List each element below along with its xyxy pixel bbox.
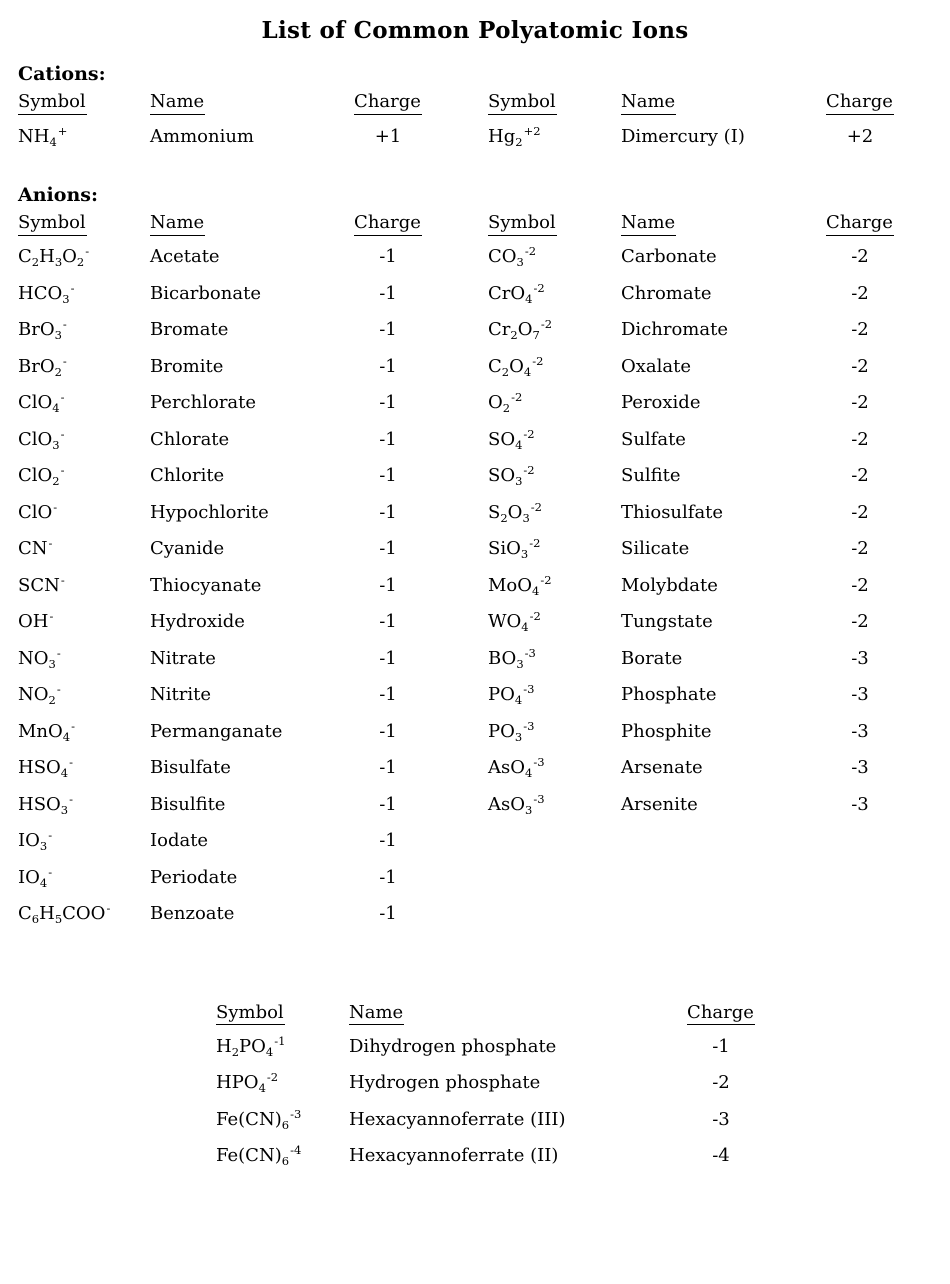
ion-charge: -2: [851, 465, 869, 486]
ion-symbol: $NO_2^-$: [18, 682, 61, 707]
ion-charge: -3: [851, 793, 869, 815]
ion-name: Hydrogen phosphate: [349, 1072, 541, 1093]
table-row: [18, 896, 932, 933]
ion-symbol: $PO_3^{-3}$: [488, 718, 535, 744]
column-header-symbol: Symbol: [18, 207, 150, 239]
ion-symbol: $Fe(CN)_6^{-4}$: [216, 1143, 302, 1168]
column-header-name: Name: [150, 207, 348, 239]
ion-symbol: $Hg_2^{+2}$: [488, 124, 541, 149]
ion-charge: -1: [379, 611, 397, 632]
ion-name: Bisulfate: [150, 757, 231, 778]
ion-name: Periodate: [150, 866, 238, 888]
ion-charge: -1: [379, 538, 397, 559]
ion-symbol: $SO_3^{-2}$: [488, 463, 535, 488]
table-row: [18, 239, 932, 276]
table-row: [216, 1065, 932, 1102]
ion-name: Hexacyannoferrate (II): [349, 1145, 559, 1166]
ion-charge: -1: [379, 319, 397, 340]
ion-charge: -2: [851, 538, 869, 559]
ion-symbol: $Cr_2O_7^{-2}$: [488, 317, 553, 342]
ion-name: Permanganate: [150, 720, 283, 742]
column-header-symbol: Symbol: [18, 86, 150, 118]
ion-symbol: $HCO_3^-$: [18, 280, 75, 306]
ion-charge: -2: [851, 501, 869, 523]
ion-charge: [822, 823, 898, 860]
ion-charge: -1: [379, 282, 397, 304]
table-row: [18, 385, 932, 422]
ion-name: Arsenate: [621, 757, 703, 778]
ion-symbol: $C_6H_5COO^-$: [18, 901, 111, 926]
ion-symbol: $NO_3^-$: [18, 645, 61, 671]
table-row: [216, 1029, 932, 1066]
ion-name: Arsenite: [621, 793, 698, 815]
table-row: [18, 422, 932, 459]
ion-name: Iodate: [150, 830, 209, 851]
ion-symbol: $C_2H_3O_2^-$: [18, 244, 90, 269]
ion-charge: -1: [379, 830, 397, 851]
table-row: [18, 787, 932, 824]
ion-name: Perchlorate: [150, 392, 257, 413]
ion-charge: -1: [379, 903, 397, 924]
ion-name: [621, 823, 822, 860]
ion-name: Chlorite: [150, 465, 225, 486]
column-header-charge: Charge: [683, 997, 759, 1029]
ion-charge: -1: [379, 574, 397, 596]
ion-name: Peroxide: [621, 392, 701, 413]
ion-charge: -2: [851, 246, 869, 267]
ion-charge: -2: [712, 1072, 730, 1093]
table-row: [18, 714, 932, 751]
section-label-anions: Anions:: [18, 184, 98, 206]
ion-charge: -3: [712, 1108, 730, 1130]
cations-header-row: [18, 86, 932, 118]
table-row: [18, 458, 932, 495]
special-header-row: [216, 997, 932, 1029]
table-row: [18, 118, 932, 155]
ion-symbol: $O_2^{-2}$: [488, 390, 523, 415]
ion-charge: -3: [851, 720, 869, 742]
section-label-cations: Cations:: [18, 63, 106, 85]
column-header-symbol: Symbol: [428, 207, 621, 239]
ion-symbol: [428, 823, 621, 860]
table-row: [216, 1138, 932, 1175]
ion-name: Ammonium: [150, 126, 254, 147]
ion-symbol: $SO_4^{-2}$: [488, 426, 535, 452]
ion-name: Molybdate: [621, 574, 718, 596]
ion-charge: -1: [712, 1035, 730, 1057]
ion-symbol: $CO_3^{-2}$: [488, 244, 537, 269]
ion-charge: [822, 896, 898, 933]
ion-symbol: $Fe(CN)_6^{-3}$: [216, 1106, 302, 1132]
ion-charge: -1: [379, 793, 397, 815]
ion-name: Hexacyannoferrate (III): [349, 1108, 566, 1130]
ion-charge: +1: [374, 126, 402, 147]
ion-symbol: ClO$_2$-: [18, 463, 65, 488]
table-row: [18, 750, 932, 787]
ion-symbol: $BO_3^{-3}$: [488, 645, 536, 671]
table-row: [18, 860, 932, 897]
ion-symbol: SiO$_3^{-2}$: [488, 536, 541, 561]
ion-symbol: $PO_4^{-3}$: [488, 682, 535, 707]
ion-symbol: MoO$_4^{-2}$: [488, 572, 552, 598]
ion-charge: -3: [851, 647, 869, 669]
ion-name: Dihydrogen phosphate: [349, 1035, 557, 1057]
ion-name: Thiosulfate: [621, 501, 724, 523]
ion-name: [621, 860, 822, 897]
table-row: [18, 604, 932, 641]
ion-charge: -1: [379, 866, 397, 888]
table-row: [18, 312, 932, 349]
table-row: [18, 349, 932, 386]
ion-charge: -2: [851, 611, 869, 632]
table-row: [18, 641, 932, 678]
ion-charge: -1: [379, 757, 397, 778]
ion-name: [621, 896, 822, 933]
ion-charge: -1: [379, 501, 397, 523]
ion-name: Acetate: [150, 246, 220, 267]
table-row: [18, 495, 932, 532]
ion-symbol: $WO_4^{-2}$: [488, 609, 541, 634]
ion-charge: -2: [851, 428, 869, 450]
special-ions-section: [18, 997, 932, 1175]
ion-charge: -2: [851, 574, 869, 596]
ion-symbol: BrO$_2$-: [18, 353, 67, 379]
ion-symbol: $C_2O_4^{-2}$: [488, 353, 544, 379]
ion-name: Bromite: [150, 355, 224, 377]
ion-charge: -1: [379, 684, 397, 705]
ion-symbol: $HSO_3^-$: [18, 791, 74, 817]
ion-symbol: MnO$_4$-: [18, 718, 75, 744]
ion-symbol: $HPO_4^{-2}$: [216, 1070, 279, 1095]
column-header-charge: Charge: [822, 207, 898, 239]
ion-charge: -1: [379, 246, 397, 267]
page-title: List of Common Polyatomic Ions: [261, 17, 689, 44]
ion-charge: +2: [846, 126, 874, 147]
column-header-symbol: Symbol: [216, 997, 349, 1029]
ion-symbol: BrO$_3$-: [18, 317, 67, 342]
ion-symbol: $IO_4^-$: [18, 864, 53, 890]
column-header-name: Name: [621, 207, 822, 239]
table-row: [18, 568, 932, 605]
column-header-charge: Charge: [348, 207, 428, 239]
ion-charge: -1: [379, 428, 397, 450]
ion-name: Carbonate: [621, 246, 717, 267]
ion-symbol: ClO-: [18, 499, 58, 523]
column-header-charge: Charge: [348, 86, 428, 118]
ion-name: Bromate: [150, 319, 229, 340]
column-header-name: Name: [150, 86, 348, 118]
column-header-charge: Charge: [822, 86, 898, 118]
ion-symbol: $NH_4^+$: [18, 124, 68, 149]
anions-header-row: [18, 207, 932, 239]
ion-name: Dimercury (I): [621, 126, 745, 147]
ion-charge: -4: [712, 1145, 730, 1166]
ion-symbol: ClO$_3$-: [18, 426, 65, 452]
ion-symbol: CrO$_4^{-2}$: [488, 280, 545, 306]
ion-symbol: $IO_3^-$: [18, 828, 53, 853]
ion-charge: -1: [379, 355, 397, 377]
ion-symbol: SCN-: [18, 572, 65, 596]
ion-symbol: OH-: [18, 609, 54, 632]
ion-symbol: ClO$_4$-: [18, 390, 65, 415]
cations-section: [18, 62, 932, 155]
column-header-name: Name: [349, 997, 683, 1029]
ion-charge: -2: [851, 282, 869, 304]
ion-name: Phosphate: [621, 684, 717, 705]
ion-charge: -2: [851, 392, 869, 413]
ion-name: Bisulfite: [150, 793, 226, 815]
table-row: [18, 276, 932, 313]
ion-name: Hypochlorite: [150, 501, 269, 523]
ion-symbol: AsO$_3^{-3}$: [488, 791, 545, 817]
ion-charge: -1: [379, 647, 397, 669]
ion-symbol: $S_2O_3^{-2}$: [488, 499, 542, 525]
ion-name: Phosphite: [621, 720, 712, 742]
ion-name: Bicarbonate: [150, 282, 261, 304]
table-row: [18, 677, 932, 714]
ion-name: Hydroxide: [150, 611, 245, 632]
ion-name: Nitrate: [150, 647, 216, 669]
ion-name: Chlorate: [150, 428, 230, 450]
ion-charge: -3: [851, 757, 869, 778]
ion-charge: -2: [851, 355, 869, 377]
ion-name: Benzoate: [150, 903, 235, 924]
ion-name: Nitrite: [150, 684, 211, 705]
ion-name: Cyanide: [150, 538, 225, 559]
table-row: [18, 531, 932, 568]
column-header-name: Name: [621, 86, 822, 118]
ion-name: Tungstate: [621, 611, 713, 632]
ion-name: Thiocyanate: [150, 574, 262, 596]
table-row: [216, 1102, 932, 1139]
ion-charge: -1: [379, 720, 397, 742]
ion-name: Sulfate: [621, 428, 686, 450]
ion-name: Borate: [621, 647, 683, 669]
ion-charge: -1: [379, 465, 397, 486]
anions-section: [18, 183, 932, 933]
ion-name: Dichromate: [621, 319, 728, 340]
ion-symbol: AsO$_4^{-3}$: [488, 755, 545, 780]
ion-name: Oxalate: [621, 355, 692, 377]
ion-name: Silicate: [621, 538, 690, 559]
ion-charge: [822, 860, 898, 897]
ion-charge: -1: [379, 392, 397, 413]
ion-name: Sulfite: [621, 465, 681, 486]
ion-name: Chromate: [621, 282, 712, 304]
ion-charge: -2: [851, 319, 869, 340]
column-header-symbol: Symbol: [428, 86, 621, 118]
ion-symbol: [428, 860, 621, 897]
ion-symbol: $H_2PO_4^{-1}$: [216, 1033, 286, 1059]
ion-symbol: [428, 896, 621, 933]
ion-charge: -3: [851, 684, 869, 705]
table-row: [18, 823, 932, 860]
ion-symbol: $HSO_4^-$: [18, 755, 74, 780]
ion-symbol: CN-: [18, 536, 53, 559]
